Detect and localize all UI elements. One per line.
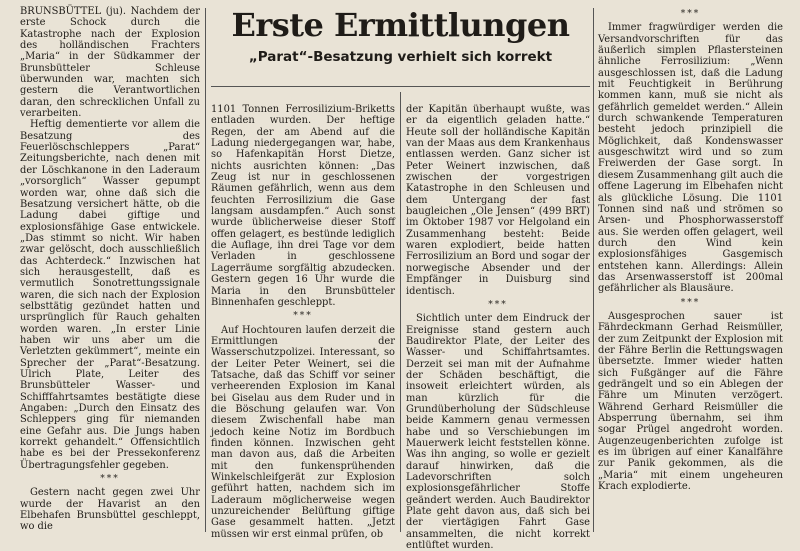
article-column-3 (406, 104, 590, 551)
section-separator: *** (100, 474, 120, 485)
paragraph-intro: BRUNSBÜTTEL (ju). Nachdem der erste Schock durch die Katastrophe nach der Explosion des holländischen Frachters „Maria“ in der Südkammer der Brunsbütteler Schleuse überwunden war, machten sich gestern die Verantwortlichen daran, den schrecklichen Unfall zu verarbeiten. (20, 6, 200, 120)
paragraph-ferry: Ausgesprochen sauer ist Fährdeckmann Gerhad Reismüller, der zum Zeitpunkt der Explosion mit der Fähre Berlin die Rettungswagen übersetzte. Immer wieder hatten sich Fußgänger auf die Fähre gedrängelt und so ein Ablegen der Fähre um Minuten verzögert. Während Gerhard Reismüller die Absperrung übernahm, sei ihm sogar Prügel angedroht worden. Augenzeugenberichten zufolge ist es im übrigen auf einer Kanalfähre zur Panik gekommen, als die „Maria“ mit einem ungeheuren Krach explodierte. (598, 310, 783, 493)
header-rule (211, 86, 590, 87)
headline: Erste Ermittlungen (231, 6, 570, 44)
paragraph-parat-denial: Heftig dementierte vor allem die Besatzung des Feuerlöschschleppers „Parat“ Zeitungsberichte, nach denen mit der Löschkanone in den Laderaum „vorsorglich“ Wasser gepumpt worden war, ohne daß sich die Besatzung versichert hätte, ob die Ladung dabei giftige und explosionsfähige Gase entwickele. „Das stimmt so nicht. Wir haben zwar gelöscht, doch ausschließlich das Achterdeck.“ Inzwischen hat sich herausgestellt, daß es vermutlich Sonotrettungssignale waren, die sich nach der Explosion selbsttätig gezündet hatten und ursprünglich für Rauch gehalten worden waren. „In erster Linie haben wir uns aber um die Verletzten gekümmert“, meinte ein Sprecher der „Parat“-Besatzung. Ulrich Plate, Leiter des Brunsbütteler Wasser- und Schifffahrtsamtes bestätigte diese Angaben: „Durch den Einsatz des Schleppers ging für niemanden eine Gefahr aus. Die Jungs haben korrekt gehandelt.“ Offensichtlich habe es bei der Pressekonferenz Übertragungsfehler gegeben. (20, 119, 200, 471)
article-column-1 (20, 6, 200, 534)
column-divider (400, 92, 401, 532)
column-divider (593, 8, 594, 532)
subheadline: „Parat“-Besatzung verhielt sich korrekt (248, 49, 553, 65)
section-separator: *** (293, 311, 313, 322)
paragraph-unloading: 1101 Tonnen Ferrosilizium-Briketts entladen wurden. Der heftige Regen, der am Abend auf die Ladung niedergegangen war, habe, so Hafenkapitän Horst Dietze, nichts ausrichten können: „Das Zeug ist nur in geschlossenen Räumen gefährlich, wenn aus dem feuchten Ferrosilizium die Gase langsam ausdampfen.“ Auch sonst wurde üblicherweise dieser Stoff offen gelagert, es bestünde lediglich die Auflage, ihn drei Tage vor dem Verladen in geschlossene Lagerräume sorgfältig abzudecken. Gestern gegen 16 Uhr wurde die Maria in den Brunsbütteler Binnenhafen geschleppt. (211, 104, 395, 308)
section-separator: *** (680, 9, 701, 19)
article-header (211, 6, 590, 66)
column-divider (205, 8, 206, 532)
article-column-4 (598, 6, 783, 534)
article-column-2 (211, 104, 395, 540)
paragraph-towing: Gestern nacht gegen zwei Uhr wurde der Havarist an den Elbehafen Brunsbüttel geschleppt, wo die (20, 487, 200, 533)
paragraph-captain: der Kapitän überhaupt wußte, was er da eigentlich geladen hatte.“ Heute soll der holländische Kapitän van der Maas aus dem Krankenhaus entlassen werden. Ganz sicher ist Peter Weinert inzwischen, daß zwischen der vorgestrigen Katastrophe in den Schleusen und dem Untergang der fast baugleichen „Ole Jensen“ (499 BRT) im Oktober 1987 vor Helgoland ein Zusammenhang besteht: Beide waren explodiert, beide hatten Ferrosilizium an Bord und sogar der norwegische Absender und der Empfänger in Duisburg sind identisch. (406, 104, 590, 297)
paragraph-investigation: Auf Hochtouren laufen derzeit die Ermittlungen der Wasserschutzpolizei. Interessant, so der Leiter Peter Weinert, sei die Tatsache, daß das Schiff vor seiner verheerenden Explosion im Kanal bei Giselau aus dem Ruder und in die Böschung gelaufen war. Von diesem Zwischenfall habe man jedoch keine Notiz im Bordbuch finden können. Inzwischen geht man davon aus, daß die Arbeiten mit den funkensprühenden Winkelschleifgerät zur Explosion geführt hatten, nachdem sich im Laderaum möglicherweise wegen unzureichender Belüftung giftige Gase gesammelt hatten. „Jetzt müssen wir erst einmal prüfen, ob (211, 324, 395, 540)
paragraph-plate: Sichtlich unter dem Eindruck der Ereignisse stand gestern auch Baudirektor Plate, der Leiter des Wasser- und Schiffahrtsamtes. Derzeit sei man mit der Aufnahme der Schäden beschäftigt, die insoweit erleichtert würden, als man kürzlich für die Grundüberholung der Südschleuse beide Kammern genau vermessen habe und so Verschiebungen im Mauerwerk leicht feststellen könne. Was ihn anging, so wolle er gezielt darauf hinwirken, daß die Ladevorschriften solch explosionsgefährlicher Stoffe geändert werden. Auch Baudirektor Plate geht davon aus, daß sich bei der viertägigen Fahrt Gase ansammelten, die nicht korrekt entlüftet wurden. (406, 313, 590, 551)
section-separator: *** (488, 299, 508, 310)
paragraph-regulations: Immer fragwürdiger werden die Versandvorschriften für das äußerlich simplen Pflastersteinen ähnliche Ferrosilizium: „Wenn ausgeschlossen ist, daß die Ladung mit Feuchtigkeit in Berührung kommen kann, muß sie nicht als gefährlich gemeldet werden.“ Allein durch schwankende Temperaturen besteht jedoch prinzipiell die Möglichkeit, daß Kondenswasser ausgeschwitzt wird und so zum Freiwerden der Gase sorgt. In diesem Zusammenhang gilt auch die offene Lagerung im Elbehafen nicht als glückliche Lösung. Die 1101 Tonnen sind naß und strömen so Arsen- und Phosphorwasserstoff aus. Sie werden offen gelagert, weil durch den Wind kein explosionsfähiges Gasgemisch entstehen kann. Allerdings: Allein das Arsenwasserstoff ist 200mal gefährlicher als Blausäure. (598, 22, 783, 295)
section-separator: *** (680, 297, 701, 308)
